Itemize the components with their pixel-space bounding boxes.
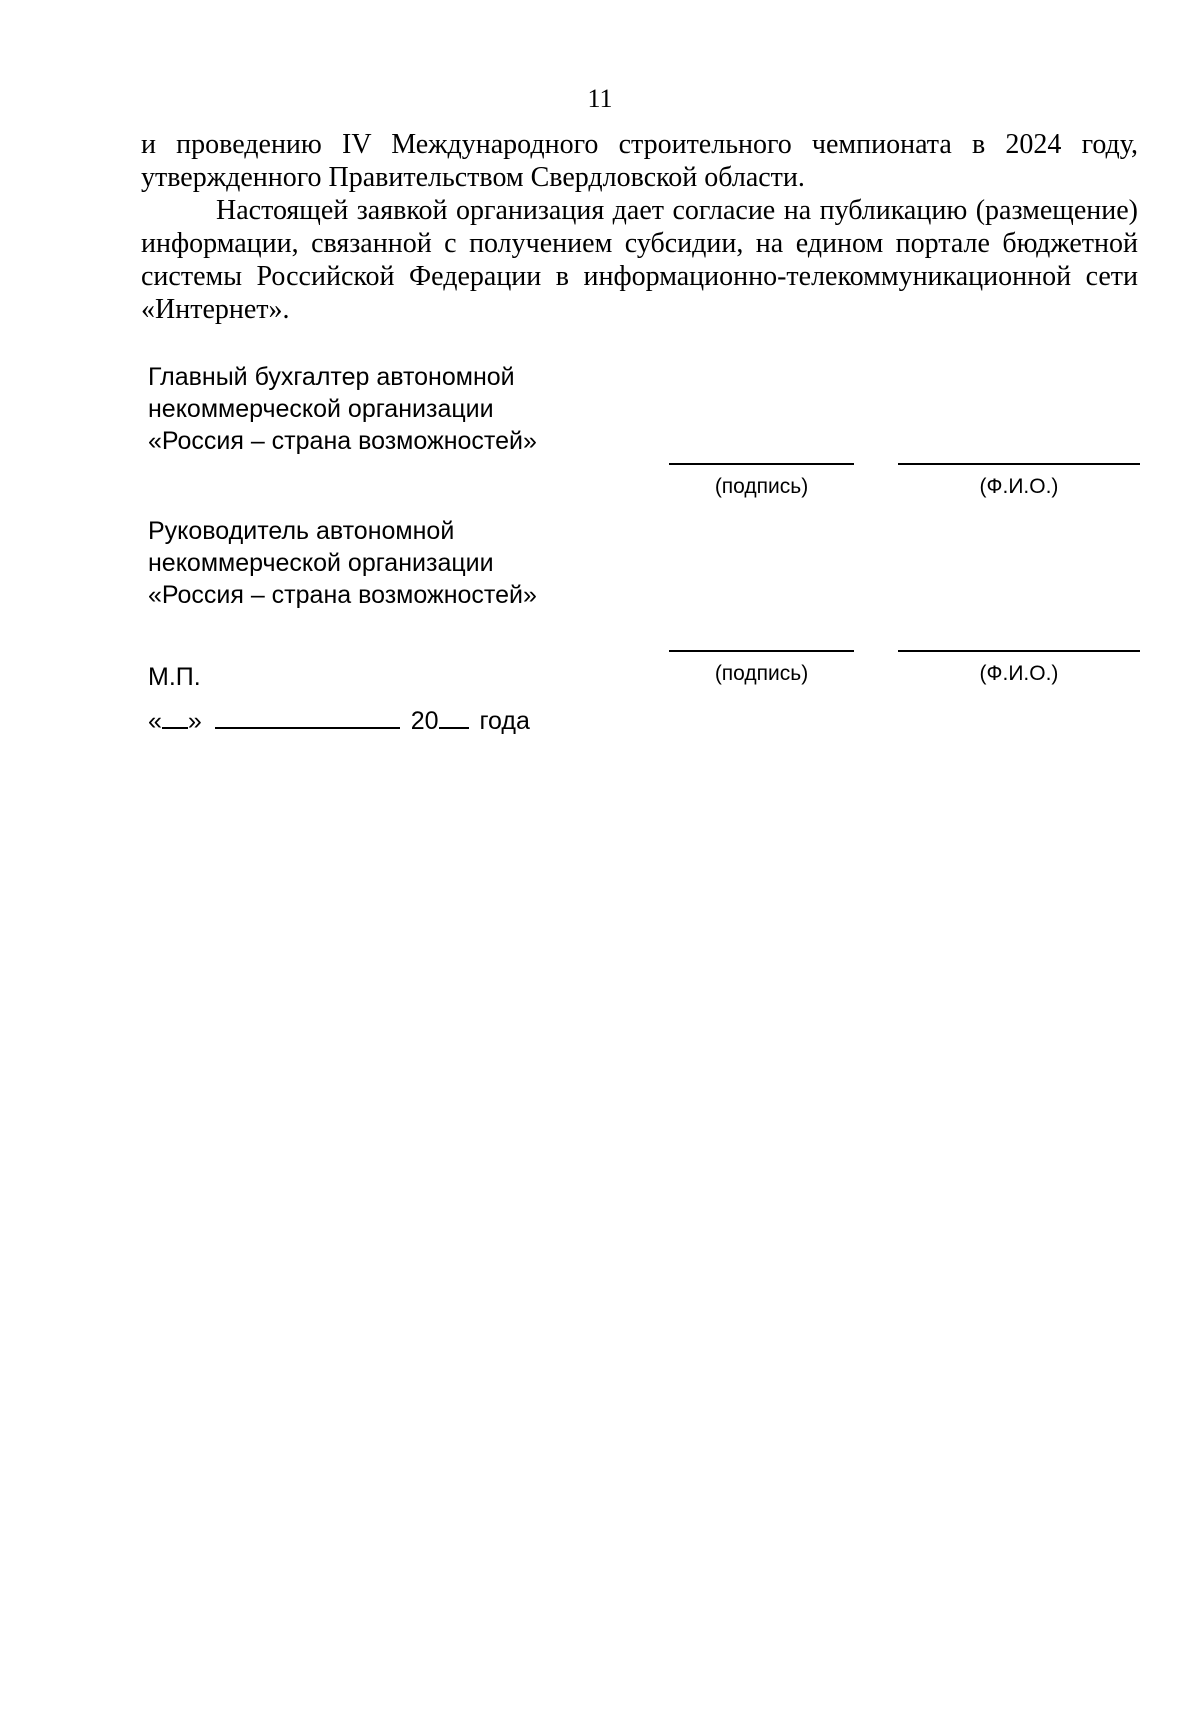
date-close-quote: » (187, 707, 202, 735)
name-line[interactable] (898, 463, 1140, 465)
year-blank[interactable] (439, 705, 469, 729)
document-body (141, 128, 1138, 326)
role-line: «Россия – страна возможностей» (148, 581, 537, 609)
page-number: 11 (587, 84, 613, 113)
name-caption: (Ф.И.О.) (979, 662, 1059, 685)
name-line[interactable] (898, 650, 1140, 652)
role-line: «Россия – страна возможностей» (148, 427, 537, 455)
role-line: некоммерческой организации (148, 395, 494, 423)
name-caption: (Ф.И.О.) (979, 475, 1059, 498)
signature-role-chief-accountant (148, 361, 537, 457)
role-line: Главный бухгалтер автономной (148, 363, 515, 391)
signature-caption: (подпись) (714, 475, 809, 498)
date-century: 20 (410, 707, 439, 735)
stamp-label: М.П. (148, 663, 201, 691)
signature-line[interactable] (669, 650, 854, 652)
month-blank[interactable] (215, 705, 400, 729)
date-line (148, 705, 530, 737)
paragraph-consent: Настоящей заявкой организация дает согласие на публикацию (размещение) информации, связанной с получением субсидии, на едином портале бюджетной системы Российской Федерации в информационно-телекоммуникационной сети «Интернет». (141, 195, 1138, 325)
signature-role-head (148, 515, 537, 611)
day-blank[interactable] (162, 705, 188, 729)
role-line: Руководитель автономной (148, 517, 455, 545)
signature-line[interactable] (669, 463, 854, 465)
date-open-quote: « (148, 707, 162, 735)
paragraph-continuation: и проведению IV Международного строительного чемпионата в 2024 году, утвержденного Правительством Свердловской области. (141, 129, 1138, 193)
role-line: некоммерческой организации (148, 549, 494, 577)
date-suffix: года (479, 707, 530, 735)
signature-caption: (подпись) (714, 662, 809, 685)
